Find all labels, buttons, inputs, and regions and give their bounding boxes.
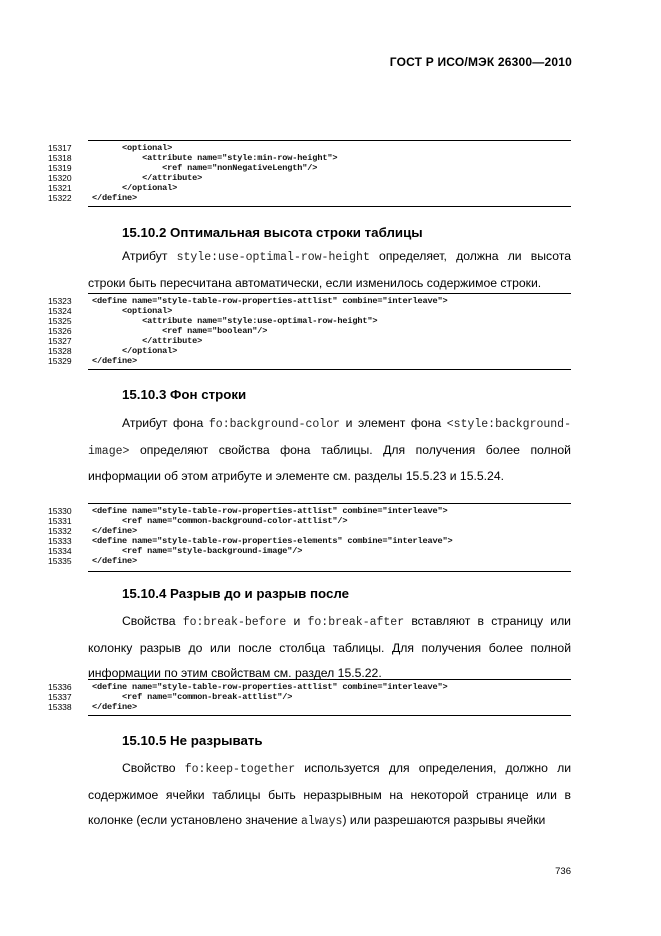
section-heading: 15.10.3 Фон строки [122, 387, 247, 402]
code-block-bottom-rule [88, 369, 571, 370]
code-block-bottom-rule [88, 571, 571, 572]
section-heading: 15.10.5 Не разрывать [122, 733, 263, 748]
code-block-1: 15317 <optional> 15318 <attribute name="style:min-row-height"> 15319 <ref name="nonNegativeLength"/> 15320 </attribute> 15321 </optional> 15322 </define> [48, 140, 571, 210]
section-heading: 15.10.4 Разрыв до и разрыв после [122, 586, 350, 601]
code-block-top-rule [88, 140, 571, 141]
document-header: ГОСТ Р ИСО/МЭК 26300—2010 [389, 55, 572, 69]
section-paragraph: Свойство fo:keep-together используется для определения, должно ли содержимое ячейки таблицы быть неразрывным на некоторой странице или в колонке (если установлено значение always) или разрешаются разрывы ячейки [88, 761, 571, 828]
section-heading: 15.10.2 Оптимальная высота строки таблицы [122, 225, 423, 240]
section-paragraph: Атрибут фона fo:background-color и элемент фона <style:background-image> определяют свойства фона таблицы. Для получения более полной информации об этом атрибуте и элементе см. разделы 15.5.23 и 15.5.24. [88, 416, 571, 483]
code-block-bottom-rule [88, 206, 571, 207]
code-block-top-rule [88, 679, 571, 680]
section-paragraph: Атрибут style:use-optimal-row-height определяет, должна ли высота строки быть пересчитана автоматически, если изменилось содержимое строки. [88, 249, 572, 290]
code-block-top-rule [88, 293, 571, 294]
code-block-bottom-rule [88, 715, 571, 716]
code-block-2: 15323 <define name="style-table-row-properties-attlist" combine="interleave"> 15324 <optional> 15325 <attribute name="style:use-optimal-row-height"> 15326 <ref name="boolean"/> 15327 </attribute> 15328 </optional> 15329 </define> [48, 293, 571, 375]
code-block-3: 15330 <define name="style-table-row-properties-attlist" combine="interleave"> 15331 <ref name="common-background-color-attlist"/> 15332 </define> 15333 <define name="style-table-row-properties-elements" combine="interleave"> 15334 <ref name="style-background-image"/> 15335 </define> [48, 503, 571, 575]
code-block-4: 15336 <define name="style-table-row-properties-attlist" combine="interleave"> 15337 <ref name="common-break-attlist"/> 15338 </define> [48, 679, 571, 719]
section-paragraph: Свойства fo:break-before и fo:break-after вставляют в страницу или колонку разрыв до или после столбца таблицы. Для получения более полной информации по этим свойствам см. раздел 15.5.22. [88, 614, 571, 680]
code-block-top-rule [88, 503, 571, 504]
page-number: 736 [555, 866, 571, 877]
